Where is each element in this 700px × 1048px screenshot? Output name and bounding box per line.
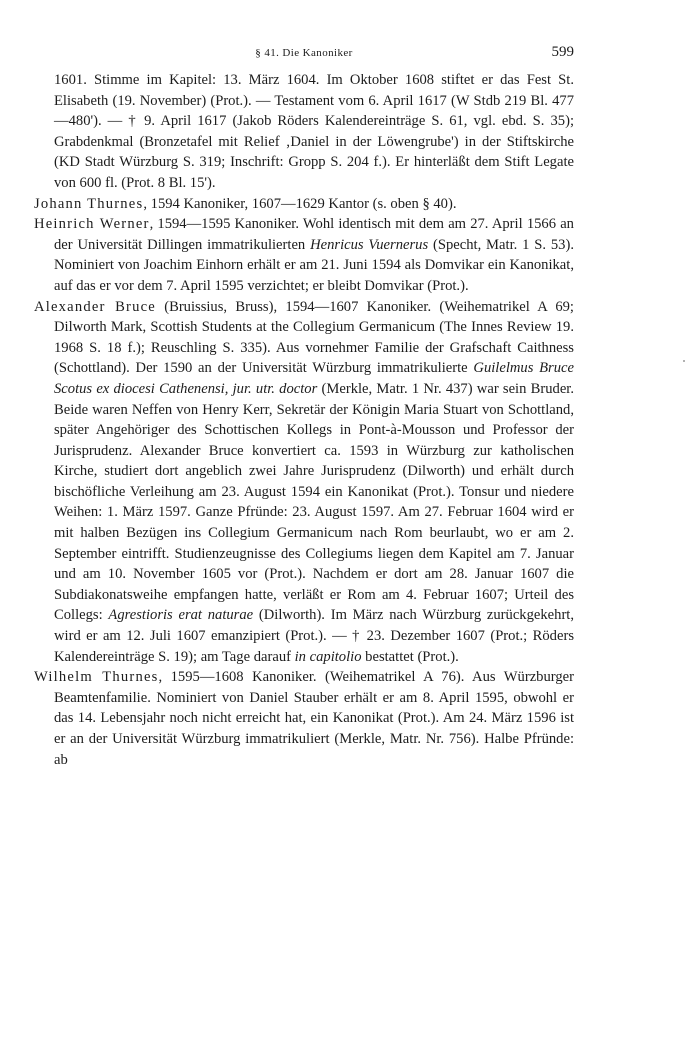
entry-text: , 1594 Kanoniker, 1607—1629 Kantor (s. oben § 40).: [143, 195, 457, 212]
page-body: [34, 70, 574, 770]
page-number: 599: [551, 44, 574, 60]
running-head: § 41. Die Kanoniker: [255, 47, 353, 59]
entry-alexander-bruce: [34, 297, 574, 668]
entry-latin-quote: Guilelmus Bruce Scotus ex diocesi Cathenensi, jur. utr. doctor: [54, 360, 574, 397]
entry-text: 1601. Stimme im Kapitel: 13. März 1604. Im Oktober 1608 stiftet er das Fest St. Elisabeth (19. November) (Prot.). — Testament vom 6. April 1617 (W Stdb 219 Bl. 477—480'). — † 9. April 1617 (Jakob Röders Kalendereinträge S. 61, vgl. ebd. S. 35); Grabdenkmal (Bronzetafel mit Relief ‚Daniel in der Löwengrube') in der Stiftskirche (KD Stadt Würzburg S. 319; Inschrift: Gropp S. 204 f.). Er hinterläßt dem Stift Legate von 600 fl. (Prot. 8 Bl. 15').: [54, 72, 574, 191]
entry-text: (Bruissius, Bruss), 1594—1607 Kanoniker. (Weihematrikel A 69; Dilworth Mark, Scottish Students at the Collegium Germanicum (The Innes Review 19. 1968 S. 18 f.); Reuschling S. 335). Aus vornehmer Familie der Grafschaft Caithness (Schottland). Der 1590 an der Universität Würzburg immatrikulierte: [54, 298, 574, 377]
entry-name: Johann Thurnes: [34, 195, 144, 212]
entry-heinrich-werner: [34, 214, 574, 296]
margin-speck: [683, 360, 685, 362]
entry-name: Alexander Bruce: [34, 298, 156, 315]
entry-johann-thurnes: [34, 194, 574, 215]
entry-text: (Dilworth). Im März nach Würzburg zurückgekehrt, wird er am 12. Juli 1607 emanzipiert (Prot.). — † 23. Dezember 1607 (Prot.; Röders Kalendereinträge S. 19); am Tage darauf: [54, 607, 575, 665]
page-header: [34, 44, 574, 64]
entry-continuation: [34, 70, 574, 194]
entry-text: bestattet (Prot.).: [361, 648, 459, 665]
entry-wilhelm-thurnes: [34, 667, 574, 770]
entry-text: (Merkle, Matr. 1 Nr. 437) war sein Bruder. Beide waren Neffen von Henry Kerr, Sekretär der Königin Maria Stuart von Schottland, später Angehöriger des Schottischen Kollegs in Pont-à-Mousson und Professor der Jurisprudenz. Alexander Bruce konvertiert ca. 1593 in Würzburg zur katholischen Kirche, studiert dort angeblich zwei Jahre Jurisprudenz (Dilworth) und erhält durch bischöfliche Verleihung am 23. August 1594 ein Kanonikat (Prot.). Tonsur und niedere Weihen: 1. März 1597. Ganze Pfründe: 23. August 1597. Am 27. Februar 1604 wird er mit halben Bezügen ins Collegium Germanicum nach Rom beurlaubt, wo er am 2. September eintrifft. Studienzeugnisse des Collegiums liegen dem Kapitel am 7. Januar und am 10. November 1605 vor (Prot.). Nachdem er dort am 28. Januar 1607 die Subdiakonatsweihe empfangen hatte, verläßt er Rom am 4. Februar 1607; Urteil des Collegs:: [54, 380, 575, 624]
entry-text: (Specht, Matr. 1 S. 53). Nominiert von Joachim Einhorn erhält er am 21. Juni 1594 als Domvikar ein Kanonikat, auf das er vor dem 7. April 1595 verzichtet; er bleibt Domvikar (Prot.).: [54, 236, 574, 294]
entry-name: Wilhelm Thurnes: [34, 669, 159, 686]
entry-latin-quote: Agrestioris erat naturae: [108, 607, 254, 624]
entry-text: , 1595—1608 Kanoniker. (Weihematrikel A 76). Aus Würzburger Beamtenfamilie. Nominiert von Daniel Stauber erhält er am 8. April 1595, obwohl er das 14. Lebensjahr noch nicht erreicht hat, ein Kanonikat (Prot.). Am 24. März 1596 ist er an der Universität Würzburg immatrikuliert (Merkle, Matr. Nr. 756). Halbe Pfründe: ab: [54, 669, 575, 768]
entry-latin-quote: Henricus Vuernerus: [310, 236, 429, 253]
entry-latin-quote: in capitolio: [294, 648, 362, 665]
entry-text: , 1594—1595 Kanoniker. Wohl identisch mit dem am 27. April 1566 an der Universität Dillingen immatrikulierten: [54, 216, 574, 253]
entry-name: Heinrich Werner: [34, 216, 150, 233]
